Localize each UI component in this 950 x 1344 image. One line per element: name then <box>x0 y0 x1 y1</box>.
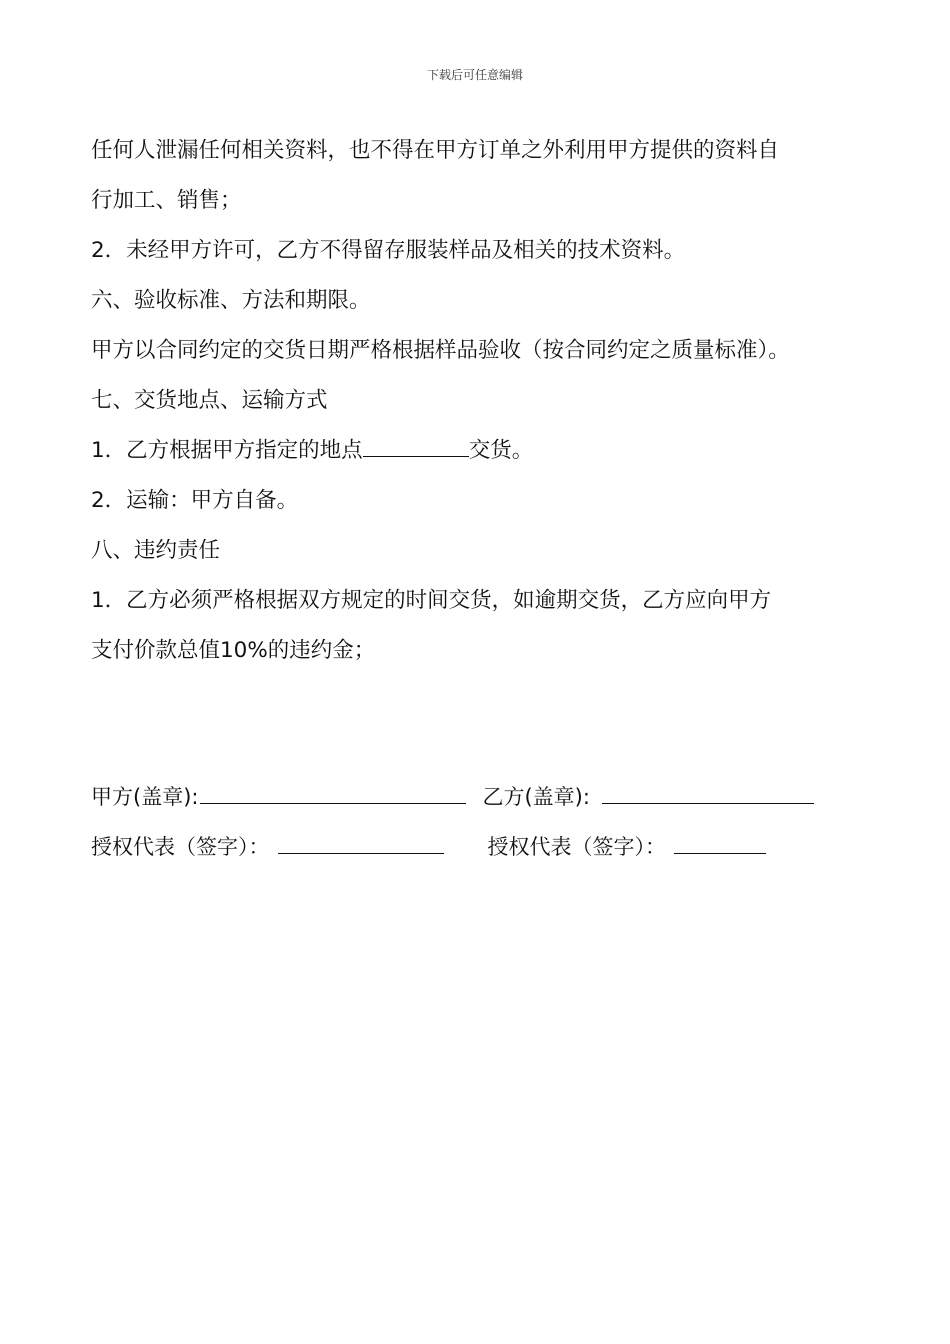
party-b-seal-blank[interactable] <box>602 781 814 804</box>
representative-row <box>91 822 766 872</box>
section-heading: 六、验收标准、方法和期限。 <box>91 288 371 313</box>
party-b-seal-label: 乙方(盖章): <box>482 785 590 809</box>
text-line: 支付价款总值10%的违约金； <box>91 638 376 663</box>
text-line: 2．未经甲方许可，乙方不得留存服装样品及相关的技术资料。 <box>91 238 686 263</box>
delivery-suffix: 交货。 <box>468 438 534 463</box>
party-a-seal-blank[interactable] <box>200 781 466 804</box>
delivery-location-blank[interactable] <box>363 429 469 457</box>
text-line: 2．运输：甲方自备。 <box>91 488 299 513</box>
section-heading: 八、违约责任 <box>91 538 221 563</box>
seal-row <box>91 772 814 822</box>
party-b-rep-label: 授权代表（签字）： <box>487 835 666 859</box>
text-line: 1．乙方必须严格根据双方规定的时间交货，如逾期交货，乙方应向甲方 <box>91 588 772 613</box>
text-line: 任何人泄漏任何相关资料，也不得在甲方订单之外利用甲方提供的资料自 <box>91 138 780 163</box>
delivery-prefix: 1．乙方根据甲方指定的地点 <box>91 438 363 463</box>
party-a-seal-label: 甲方(盖章): <box>91 785 199 809</box>
delivery-location-line <box>91 426 881 476</box>
text-line: 甲方以合同约定的交货日期严格根据样品验收（按合同约定之质量标准）。 <box>91 338 790 363</box>
party-b-rep-blank[interactable] <box>674 831 766 854</box>
party-a-rep-label: 授权代表（签字）： <box>91 835 270 859</box>
header-note: 下载后可任意编辑 <box>426 68 523 82</box>
section-heading: 七、交货地点、运输方式 <box>91 388 328 413</box>
contract-body <box>91 126 881 676</box>
text-line: 行加工、销售； <box>91 188 242 213</box>
party-a-rep-blank[interactable] <box>278 831 444 854</box>
